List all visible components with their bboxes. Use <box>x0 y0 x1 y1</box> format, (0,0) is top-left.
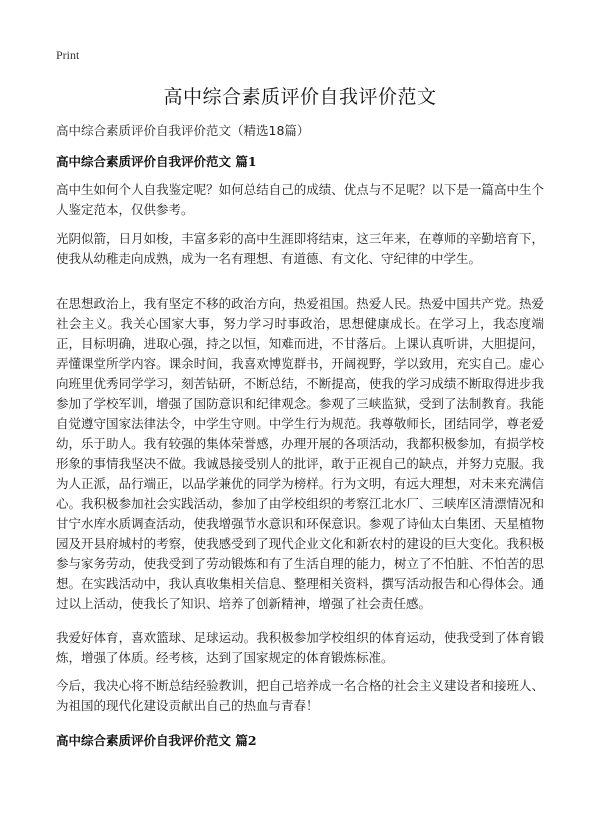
paragraph-sports: 我爱好体育，喜欢篮球、足球运动。我积极参加学校组织的体育运动，使我受到了体育锻炼，增强了体质。经考核，达到了国家规定的体育锻炼标准。 <box>56 630 544 665</box>
paragraph-future: 今后，我决心将不断总结经验教训，把自己培养成一名合格的社会主义建设者和接班人、为祖国的现代化建设贡献出自己的热血与青春！ <box>56 678 544 713</box>
document-subtitle: 高中综合素质评价自我评价范文（精选18篇） <box>56 123 310 138</box>
section-heading-1: 高中综合素质评价自我评价范文 篇1 <box>56 154 257 169</box>
print-label[interactable]: Print <box>56 48 80 62</box>
paragraph-opening: 光阴似箭，日月如梭，丰富多彩的高中生涯即将结束，这三年来，在尊师的辛勤培育下，使我从幼稚走向成熟，成为一名有理想、有道德、有文化、守纪律的中学生。 <box>56 231 544 266</box>
paragraph-intro: 高中生如何个人自我鉴定呢？如何总结自己的成绩、优点与不足呢？以下是一篇高中生个人鉴定范本，仅供参考。 <box>56 182 544 217</box>
document-title: 高中综合素质评价自我评价范文 <box>163 86 437 108</box>
section-heading-2: 高中综合素质评价自我评价范文 篇2 <box>56 733 257 748</box>
paragraph-thought-study: 在思想政治上，我有坚定不移的政治方向，热爱祖国。热爱人民。热爱中国共产党。热爱社会主义。我关心国家大事，努力学习时事政治，思想健康成长。在学习上，我态度端正，目标明确，进取心强，持之以恒，知难而进，不甘落后。上课认真听讲，大胆提问，弄懂课堂所学内容。课余时间，我喜欢博览群书，开阔视野，学以致用，充实自己。虚心向班里优秀同学学习，刻苦钻研，不断总结，不断提高，使我的学习成绩不断取得进步我参加了学校军训，增强了国防意识和纪律观念。参观了三峡监狱，受到了法制教育。我能自觉遵守国家法律法令，中学生守则。中学生行为规范。我尊敬师长，团结同学，尊老爱幼，乐于助人。我有较强的集体荣誉感，办理开展的各项活动，我都积极参加，有损学校形象的事情我坚决不做。我诚恳接受别人的批评，敢于正视自己的缺点，并努力克服。我为人正派，品行端正，以品学兼优的同学为榜样。行为文明，有远大理想，对未来充满信心。我积极参加社会实践活动，参加了由学校组织的考察江北水厂、三峡库区清漂情况和甘宁水库水质调查活动，使我增强节水意识和环保意识。参观了诗仙太白集团、天星植物园及开县府城村的考察，使我感受到了现代企业文化和新农村的建设的巨大变化。我积极参与家务劳动，使我受到了劳动锻炼和有了生活自理的能力，树立了不怕脏、不怕苦的思想。在实践活动中，我认真收集相关信息、整理相关资料，撰写活动报告和心得体会。通过以上活动，使我长了知识、培养了创新精神，增强了社会责任感。 <box>56 296 544 611</box>
